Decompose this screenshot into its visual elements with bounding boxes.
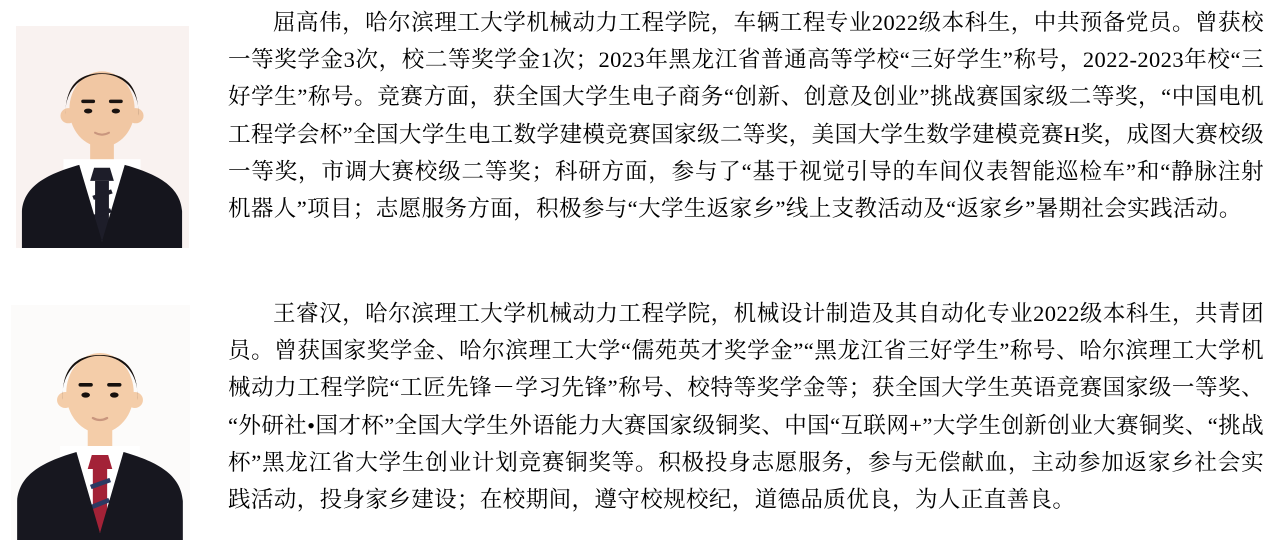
portrait-photo-qu-gaowei xyxy=(16,26,189,248)
photo-tie-knot xyxy=(88,455,113,469)
photo-eyebrow xyxy=(79,383,93,387)
photo-eye xyxy=(81,392,90,397)
photo-eyebrow xyxy=(107,383,121,387)
photo-eye xyxy=(112,109,120,114)
photo-eye xyxy=(84,109,92,114)
bio-text-qu-gaowei: 屈高伟，哈尔滨理工大学机械动力工程学院，车辆工程专业2022级本科生，中共预备党员。曾获校一等奖学金3次，校二等奖学金1次；2023年黑龙江省普通高等学校“三好学生”称号，2022-2023年校“三好学生”称号。竞赛方面，获全国大学生电子商务“创新、创意及创业”挑战赛国家级二等奖，“中国电机工程学会杯”全国大学生电工数学建模竞赛国家级二等奖，美国大学生数学建模竞赛H奖，成图大赛校级一等奖，市调大赛校级二等奖；科研方面，参与了“基于视觉引导的车间仪表智能巡检车”和“静脉注射机器人”项目；志愿服务方面，积极参与“大学生返家乡”线上支教活动及“返家乡”暑期社会实践活动。 xyxy=(228,10,1264,222)
photo-eyebrow xyxy=(109,100,123,103)
photo-eyebrow xyxy=(81,100,95,103)
bio-text-wang-ruihan: 王睿汉，哈尔滨理工大学机械动力工程学院，机械设计制造及其自动化专业2022级本科生，共青团员。曾获国家奖学金、哈尔滨理工大学“儒苑英才奖学金”“黑龙江省三好学生”称号、哈尔滨理工大学机械动力工程学院“工匠先锋－学习先锋”称号、校特等奖学金等；获全国大学生英语竞赛国家级一等奖、“外研社•国才杯”全国大学生外语能力大赛国家级铜奖、中国“互联网+”大学生创新创业大赛铜奖、“挑战杯”黑龙江省大学生创业计划竞赛铜奖等。积极投身志愿服务，参与无偿献血，主动参加返家乡社会实践活动，投身家乡建设；在校期间，遵守校规校纪，道德品质优良，为人正直善良。 xyxy=(228,301,1264,513)
portrait-photo-wang-ruihan xyxy=(11,305,190,540)
photo-eye xyxy=(110,392,119,397)
photo-tie-knot xyxy=(90,168,114,181)
